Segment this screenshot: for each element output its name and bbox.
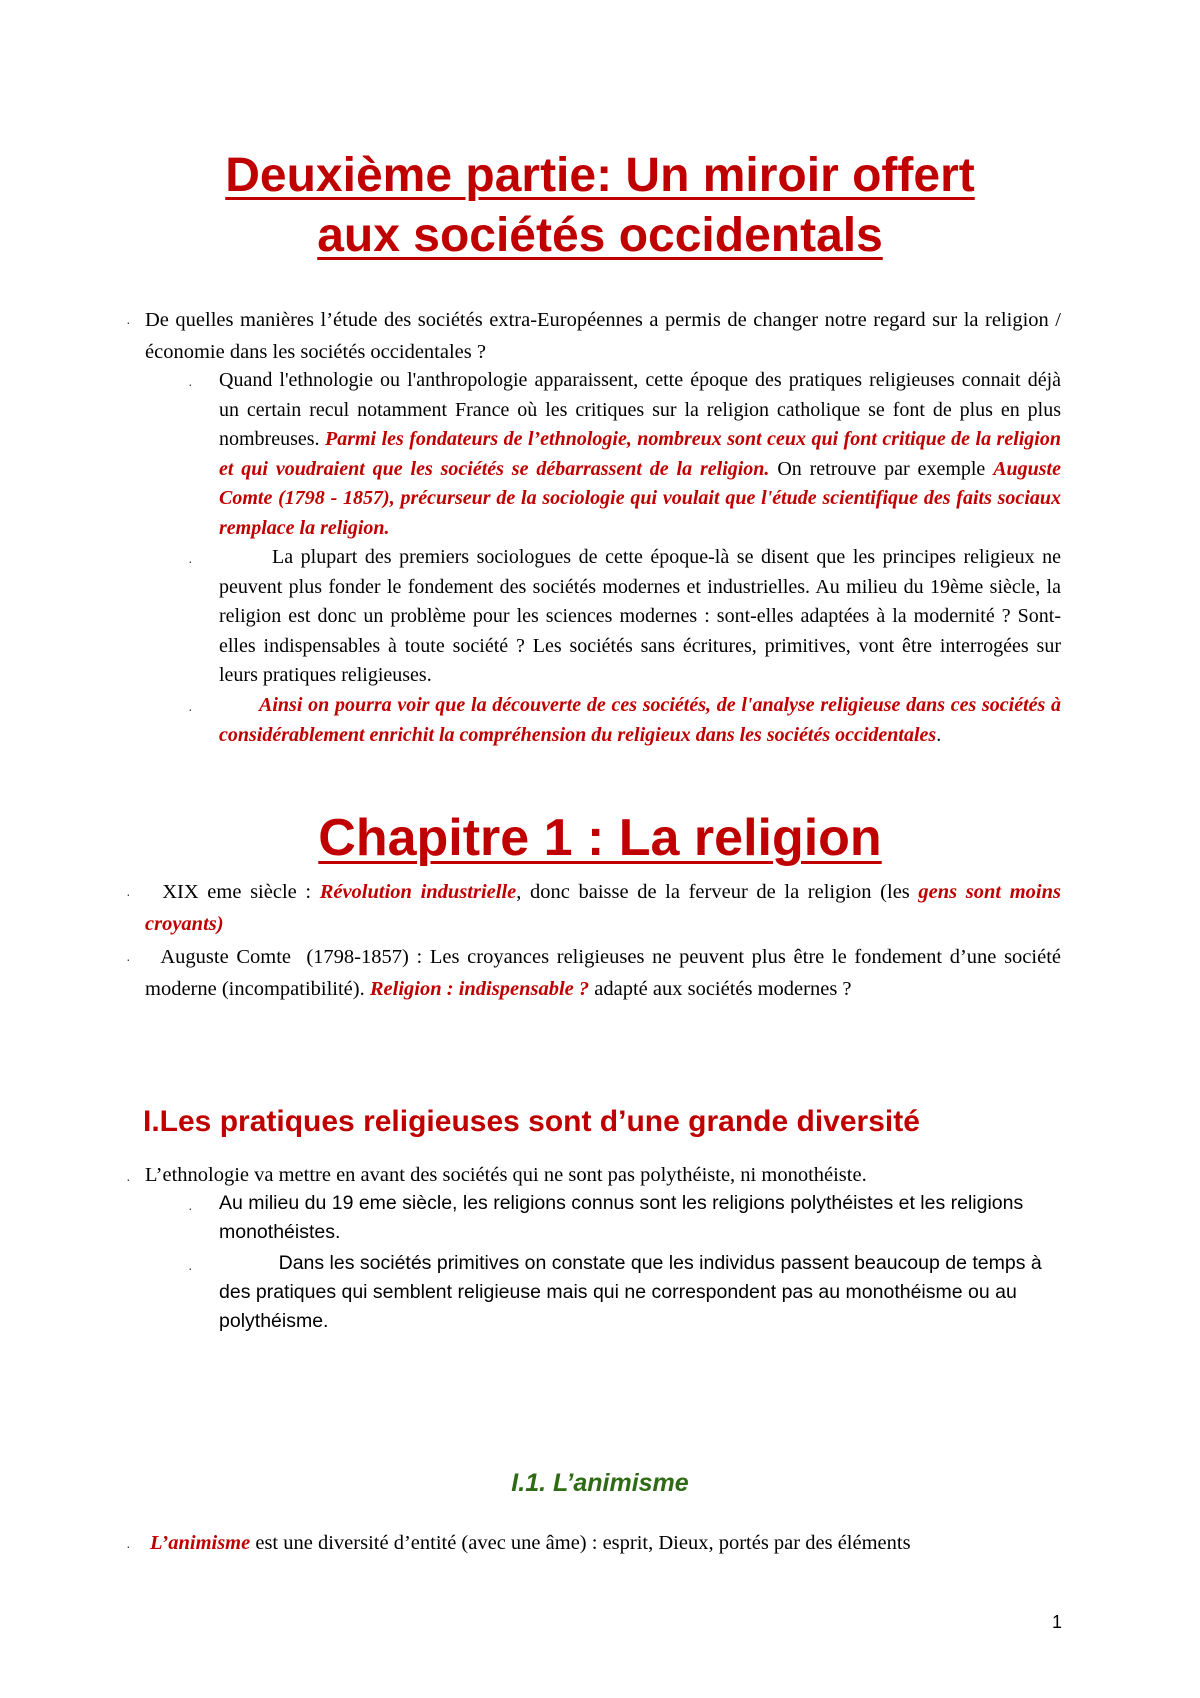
bullet: ·	[188, 553, 193, 569]
intro-paragraph-1-text: Quand l'ethnologie ou l'anthropologie apparaissent, cette époque des pratiques religieuses connait déjà un certain recul notamment France où les critiques sur la religion catholique se font de plus en plus nombreuses. Parmi les fondateurs de l’ethnologie, nombreux sont ceux qui font critique de la religion et qui voudraient que les sociétés se débarrassent de la religion. On retrouve par exemple Auguste Comte (1798 - 1857), précurseur de la sociologie qui voulait que l'étude scientifique des faits sociaux remplace la religion.	[219, 369, 1061, 539]
section-subbullet-1-text: Au milieu du 19 eme siècle, les religions connus sont les religions polythéistes et les religions monothéistes.	[219, 1192, 1024, 1243]
subsection-bullet-1-text: L’animisme est une diversité d’entité (avec une âme) : esprit, Dieux, portés par des éléments	[150, 1532, 911, 1554]
bullet: ·	[188, 1260, 193, 1276]
chapter-bullet-1-text: XIX eme siècle : Révolution industrielle, donc baisse de la ferveur de la religion (les gens sont moins croyants)	[145, 881, 1067, 935]
intro-question: De quelles manières l’étude des sociétés extra-Européennes a permis de changer notre regard sur la religion / économie dans les sociétés occidentales ?	[145, 309, 1061, 363]
intro-paragraph-2-text: La plupart des premiers sociologues de cette époque-là se disent que les principes religieux ne peuvent plus fonder le fondement des sociétés modernes et industrielles. Au milieu du 19ème siècle, la religion est donc un problème pour les sciences modernes : sont-elles adaptées à la modernité ? Sont-elles indispensables à toute société ? Les sociétés sans écritures, primitives, vont être interrogées sur leurs pratiques religieuses.	[219, 546, 1067, 686]
bullet: ·	[126, 1538, 131, 1554]
bullet: ·	[126, 314, 131, 330]
bullet: ·	[188, 376, 193, 392]
animisme-highlight: L’animisme	[150, 1532, 251, 1554]
section-heading: I.Les pratiques religieuses sont d’une grande diversité	[143, 1105, 920, 1138]
less-believers-highlight: gens sont moins croyants)	[145, 881, 1067, 935]
title-line-1: Deuxième partie: Un miroir offert	[225, 149, 975, 202]
bullet: ·	[126, 951, 131, 967]
title-line-2: aux sociétés occidentals	[317, 209, 883, 262]
religion-indispensable-highlight: Religion : indispensable ?	[369, 978, 590, 1000]
bullet: ·	[188, 701, 193, 717]
bullet: ·	[126, 886, 131, 902]
page-number: 1	[1051, 1612, 1062, 1632]
bullet: ·	[188, 1200, 193, 1216]
industrial-revolution-highlight: Révolution industrielle	[319, 881, 517, 903]
chapter-title: Chapitre 1 : La religion	[318, 809, 882, 867]
comte-highlight: Auguste Comte (1798 - 1857), précurseur de la sociologie qui voulait que l'étude scientifique des faits sociaux remplace la religion.	[219, 457, 1061, 539]
chapter-bullet-2-text: Auguste Comte (1798-1857) : Les croyances religieuses ne peuvent plus être le fondement d’une société moderne (incompatibilité). Religion : indispensable ? adapté aux sociétés modernes ?	[145, 946, 1067, 1000]
bullet: ·	[126, 1171, 131, 1187]
page-title	[0, 146, 1200, 266]
founders-highlight: Parmi les fondateurs de l’ethnologie, nombreux sont ceux qui font critique de la religion et qui voudraient que les sociétés se débarrassent de la religion.	[219, 428, 1061, 480]
intro-paragraph-3-text: Ainsi on pourra voir que la découverte de ces sociétés, de l'analyse religieuse dans ces sociétés à considérablement enrichit la compréhension du religieux dans les sociétés occidentales.	[219, 694, 1066, 746]
section-bullet-1-text: L’ethnologie va mettre en avant des sociétés qui ne sont pas polythéiste, ni monothéiste.	[145, 1164, 867, 1186]
subsection-heading: I.1. L’animisme	[511, 1469, 689, 1497]
section-subbullet-2-text: Dans les sociétés primitives on constate que les individus passent beaucoup de temps à des pratiques qui semblent religieuse mais qui ne correspondent pas au monothéisme ou au polythéisme.	[219, 1252, 1048, 1332]
